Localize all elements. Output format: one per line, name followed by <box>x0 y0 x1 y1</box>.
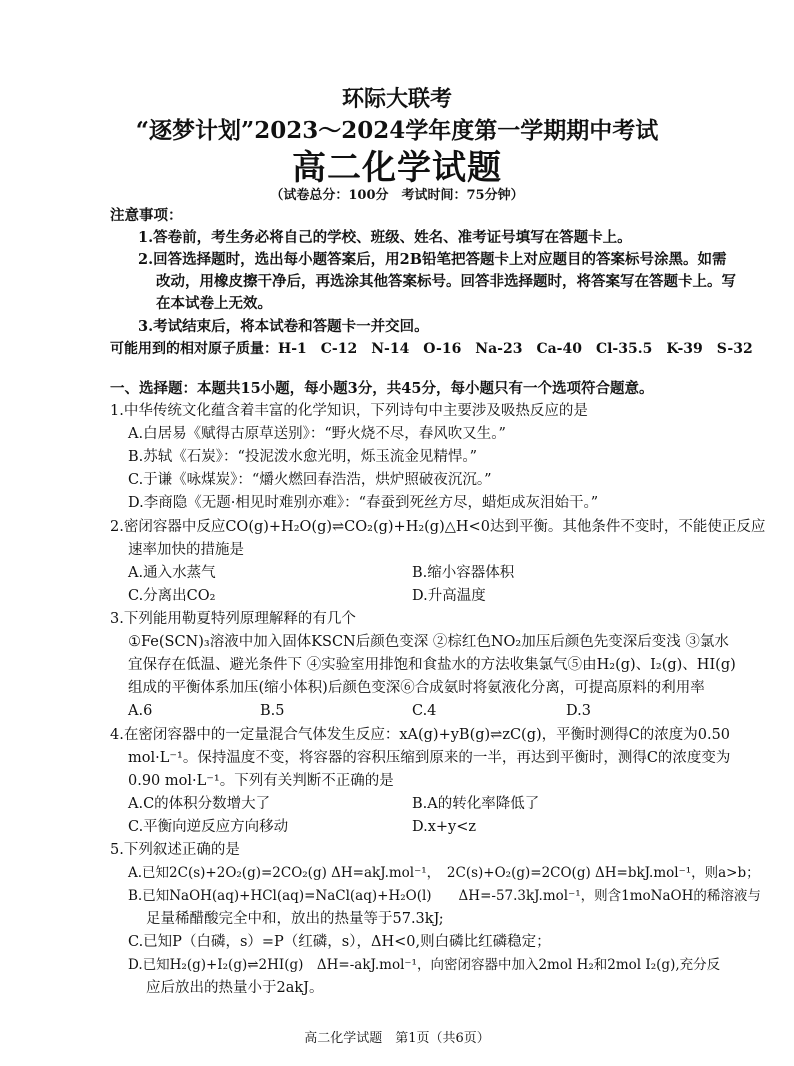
notice-item-2-cont: 改动，用橡皮擦干净后，再选涂其他答案标号。回答非选择题时，将答案写在答题卡上。写 <box>156 273 736 290</box>
q3-option-d: D.3 <box>566 703 591 719</box>
q5-option-b-cont: 足量稀醋酸完全中和，放出的热量等于57.3kJ; <box>146 911 444 927</box>
exam-organizer: 环际大联考 <box>341 86 452 112</box>
q2-option-c: C.分离出CO₂ <box>128 588 216 604</box>
exam-title: “逐梦计划”2023～2024学年度第一学期期中考试 <box>135 117 659 144</box>
q4-option-a: A.C的体积分数增大了 <box>128 796 271 812</box>
score-time-info: （试卷总分：100分 考试时间：75分钟） <box>270 188 524 203</box>
q2-option-a: A.通入水蒸气 <box>128 565 216 581</box>
q5-stem: 5.下列叙述正确的是 <box>110 842 240 858</box>
q1-option-a: A.白居易《赋得古原草送别》：“野火烧不尽，春风吹又生。” <box>128 426 506 442</box>
section-title: 一、选择题：本题共15小题，每小题3分，共45分，每小题只有一个选项符合题意。 <box>110 380 654 397</box>
q4-option-d: D.x+y<z <box>412 819 477 835</box>
page-footer: 高二化学试题 第1页（共6页） <box>304 1031 490 1046</box>
notice-item-2-end: 在本试卷上无效。 <box>156 295 272 312</box>
q1-option-d: D.李商隐《无题·相见时难别亦难》：“春蚕到死丝方尽，蜡炬成灰泪始干。” <box>128 495 599 511</box>
q5-option-d: D.已知H₂(g)+I₂(g)⇌2HI(g) ΔH=-akJ.mol⁻¹，向密闭容器中加入2mol H₂和2mol I₂(g),充分反 <box>128 957 721 973</box>
q4-stem-cont-1: mol·L⁻¹。保持温度不变，将容器的容积压缩到原来的一半，再达到平衡时，测得C的浓度变为 <box>128 750 731 766</box>
notice-item-2: 2.回答选择题时，选出每小题答案后，用2B铅笔把答题卡上对应题目的答案标号涂黑。如需 <box>138 251 727 268</box>
q4-stem: 4.在密闭容器中的一定量混合气体发生反应：xA(g)+yB(g)⇌zC(g)，平衡时测得C的浓度为0.50 <box>110 727 731 743</box>
q4-option-c: C.平衡向逆反应方向移动 <box>128 819 289 835</box>
notice-title: 注意事项： <box>110 207 183 224</box>
q5-option-b: B.已知NaOH(aq)+HCl(aq)=NaCl(aq)+H₂O(l) ΔH=-57.3kJ.mol⁻¹，则含1moNaOH的稀溶液与 <box>128 888 761 904</box>
q3-statements-2: 宜保存在低温、避光条件下 ④实验室用排饱和食盐水的方法收集氯气⑤由H₂(g)、I₂(g)、HI(g) <box>128 657 736 673</box>
q3-option-c: C.4 <box>412 703 437 719</box>
q1-option-c: C.于谦《咏煤炭》：“爝火燃回春浩浩，烘炉照破夜沉沉。” <box>128 472 492 488</box>
notice-item-3: 3.考试结束后，将本试卷和答题卡一并交回。 <box>138 318 429 335</box>
q5-option-a: A.已知2C(s)+2O₂(g)=2CO₂(g) ΔH=akJ.mol⁻¹， 2C(s)+O₂(g)=2CO(g) ΔH=bkJ.mol⁻¹，则a>b； <box>128 865 760 881</box>
q1-stem: 1.中华传统文化蕴含着丰富的化学知识，下列诗句中主要涉及吸热反应的是 <box>110 403 588 419</box>
q4-option-b: B.A的转化率降低了 <box>412 796 540 812</box>
q2-stem: 2.密闭容器中反应CO(g)+H₂O(g)⇌CO₂(g)+H₂(g)△H<0达到平衡。其他条件不变时，不能使正反应 <box>110 519 766 535</box>
q5-option-c: C.已知P（白磷，s）=P（红磷，s），ΔH<0,则白磷比红磷稳定； <box>128 934 551 950</box>
q3-statements-3: 组成的平衡体系加压(缩小体积)后颜色变深⑥合成氨时将氨液化分离，可提高原料的利用率 <box>128 680 705 696</box>
q1-option-b: B.苏轼《石炭》：“投泥泼水愈光明，烁玉流金见精悍。” <box>128 449 478 465</box>
q5-option-d-cont: 应后放出的热量小于2akJ。 <box>146 980 324 996</box>
q3-option-b: B.5 <box>260 703 285 719</box>
q2-stem-cont: 速率加快的措施是 <box>128 542 244 558</box>
q3-stem: 3.下列能用勒夏特列原理解释的有几个 <box>110 611 356 627</box>
q3-option-a: A.6 <box>128 703 153 719</box>
notice-item-1: 1.答卷前，考生务必将自己的学校、班级、姓名、准考证号填写在答题卡上。 <box>138 229 632 246</box>
atomic-mass-list: 可能用到的相对原子质量：H-1 C-12 N-14 O-16 Na-23 Ca-40 Cl-35.5 K-39 S-32 <box>110 341 753 357</box>
q2-option-b: B.缩小容器体积 <box>412 565 515 581</box>
subject-title: 高二化学试题 <box>292 148 502 188</box>
q2-option-d: D.升高温度 <box>412 588 486 604</box>
q3-statements-1: ①Fe(SCN)₃溶液中加入固体KSCN后颜色变深 ②棕红色NO₂加压后颜色先变深后变浅 ③氯水 <box>128 634 729 650</box>
q4-stem-cont-2: 0.90 mol·L⁻¹。下列有关判断不正确的是 <box>128 773 394 789</box>
